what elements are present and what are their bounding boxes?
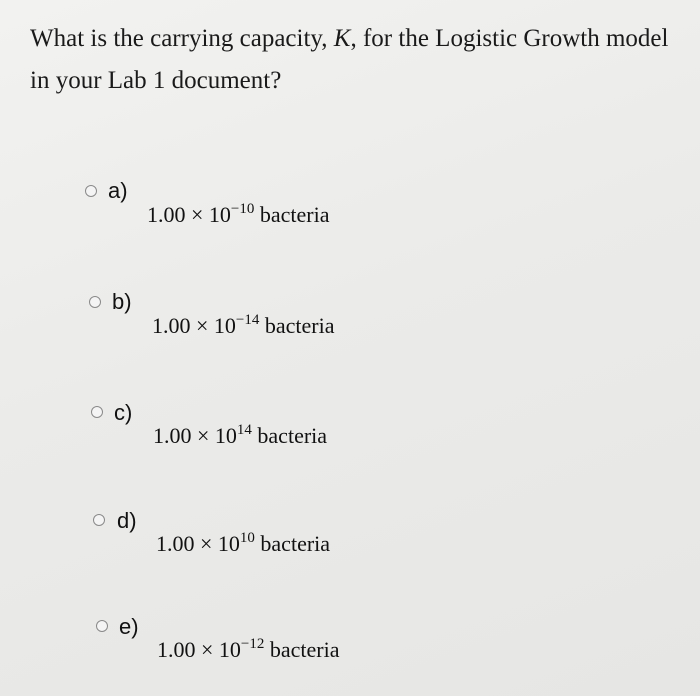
option-a-base: 10 (208, 202, 231, 227)
question-variable: K (333, 25, 351, 52)
option-a[interactable] (0, 178, 700, 248)
option-e-exponent: −12 (240, 636, 265, 652)
option-b-exponent: −14 (235, 312, 260, 328)
option-e-label: e) (119, 614, 139, 639)
option-c-label: c) (114, 400, 133, 425)
option-d-mantissa: 1.00 (156, 531, 195, 556)
option-c-exponent: 14 (236, 422, 252, 438)
option-a-mantissa: 1.00 (147, 202, 186, 227)
option-c-radio[interactable] (91, 406, 103, 418)
option-c-mantissa: 1.00 (153, 423, 192, 448)
option-a-exponent: −10 (230, 201, 255, 217)
option-c-unit: bacteria (257, 423, 328, 448)
question-text (30, 18, 670, 102)
option-d-unit: bacteria (260, 531, 331, 556)
option-e-times: × (201, 637, 214, 662)
option-c-times: × (197, 423, 210, 448)
option-d-radio[interactable] (93, 514, 105, 526)
option-b-label: b) (112, 289, 132, 314)
option-a-label: a) (108, 178, 128, 203)
option-a-times: × (191, 202, 204, 227)
option-e-radio[interactable] (96, 620, 108, 632)
option-d-exponent: 10 (239, 530, 255, 546)
option-a-value (147, 201, 330, 229)
option-a-radio[interactable] (85, 185, 97, 197)
option-b-unit: bacteria (264, 313, 335, 338)
option-d-label: d) (117, 508, 137, 533)
option-d[interactable] (0, 508, 700, 578)
option-b-times: × (196, 313, 209, 338)
option-e-mantissa: 1.00 (157, 637, 196, 662)
option-c-base: 10 (214, 423, 237, 448)
option-e-unit: bacteria (269, 637, 340, 662)
question-text-end: , for the Logistic Growth model in your Lab 1 document? (30, 25, 669, 94)
option-d-value (156, 530, 330, 558)
option-d-times: × (200, 531, 213, 556)
option-d-base: 10 (217, 531, 240, 556)
option-e-base: 10 (218, 637, 241, 662)
option-c-value (153, 422, 327, 450)
option-b-base: 10 (213, 313, 236, 338)
option-b-radio[interactable] (89, 296, 101, 308)
option-b-value (152, 312, 335, 340)
option-c[interactable] (0, 400, 700, 470)
option-b[interactable] (0, 289, 700, 359)
question-text-start: What is the carrying capacity, (30, 25, 334, 52)
option-a-unit: bacteria (259, 202, 330, 227)
option-e-value (157, 636, 340, 664)
option-e[interactable] (0, 614, 700, 684)
option-b-mantissa: 1.00 (152, 313, 191, 338)
